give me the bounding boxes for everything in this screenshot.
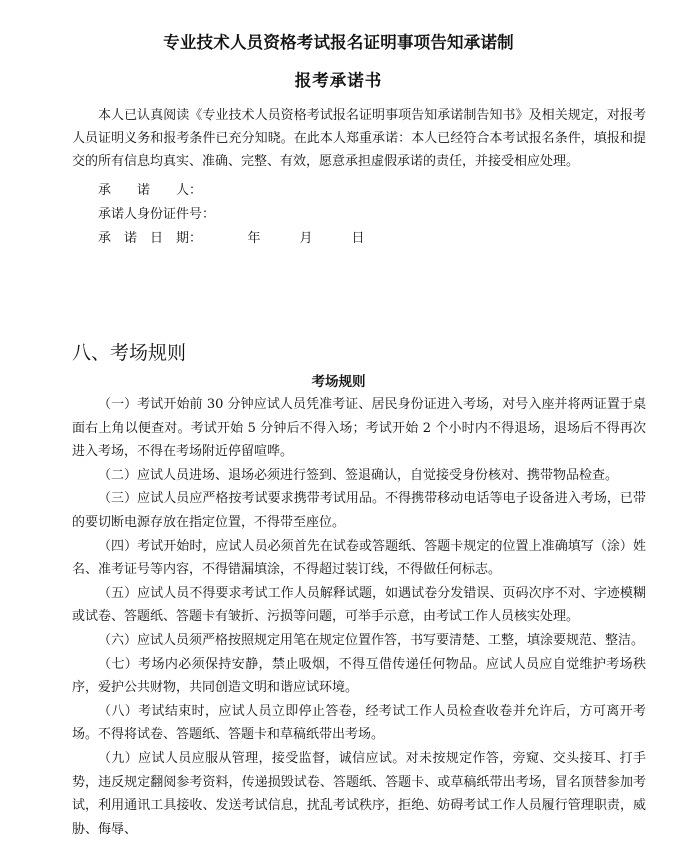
rules-list (72, 393, 646, 841)
rule-item: （九）应试人员应服从管理，接受监督，诚信应试。对未按规定作答，旁窥、交头接耳、打手势，违反规定翻阅参考资料，传递损毁试卷、答题纸、答题卡、或草稿纸带出考场，冒名顶替参加考试，利用通讯工具接收、发送考试信息，扰乱考试秩序，拒绝、妨碍考试工作人员履行管理职责，威胁、侮辱、 (72, 750, 646, 837)
section-heading: 八、考场规则 (72, 342, 187, 364)
rule-item: （三）应试人员应严格按考试要求携带考试用品。不得携带移动电话等电子设备进入考场，已带的要切断电源存放在指定位置，不得带至座位。 (72, 491, 646, 530)
promisor-label: 承 诺 人： (98, 183, 203, 198)
rule-item: （六）应试人员须严格按照规定用笔在规定位置作答，书写要清楚、工整，填涂要规范、整洁。 (98, 632, 645, 648)
rule-item: （七）考场内必须保持安静，禁止吸烟，不得互借传递任何物品。应试人员应自觉维护考场秩序，爱护公共财物，共同创造文明和谐应试环境。 (72, 656, 646, 696)
rule-item: （一）考试开始前 30 分钟应试人员凭准考证、居民身份证进入考场，对号入座并将两证置于桌面右上角以便查对。考试开始 5 分钟后不得入场；考试开始 2 个小时内不得退场，退场后不得再次进入考场，不得在考场附近停留喧哗。 (72, 397, 646, 460)
id-number-label: 承诺人身份证件号： (98, 207, 216, 222)
document-title: 专业技术人员资格考试报名证明事项告知承诺制 (163, 33, 514, 52)
rule-item: （八）考试结束时，应试人员立即停止答卷，经考试工作人员检查收卷并允许后，方可离开考场。不得将试卷、答题纸、答题卡和草稿纸带出考场。 (72, 703, 646, 743)
rules-title: 考场规则 (311, 374, 366, 390)
commitment-body: 本人已认真阅读《专业技术人员资格考试报名证明事项告知承诺制告知书》及相关规定，对报考人员证明义务和报考条件已充分知晓。在此本人郑重承诺：本人已经符合本考试报名条件，填报和提交的所有信息均真实、准确、完整、有效，愿意承担虚假承诺的责任，并接受相应处理。 (72, 108, 646, 169)
rule-item: （四）考试开始时，应试人员必须首先在试卷或答题纸、答题卡规定的位置上准确填写（涂）姓名、准考证号等内容，不得错漏填涂，不得超过装订线，不得做任何标志。 (72, 538, 646, 578)
rule-item: （二）应试人员进场、退场必须进行签到、签退确认，自觉接受身份核对、携带物品检查。 (98, 467, 619, 483)
rule-item: （五）应试人员不得要求考试工作人员解释试题，如遇试卷分发错误、页码次序不对、字迹模糊或试卷、答题纸、答题卡有皱折、污损等问题，可举手示意，由考试工作人员核实处理。 (72, 585, 646, 625)
document-subtitle: 报考承诺书 (294, 71, 383, 90)
commitment-date-label: 承 诺 日 期： 年 月 日 (98, 231, 365, 246)
